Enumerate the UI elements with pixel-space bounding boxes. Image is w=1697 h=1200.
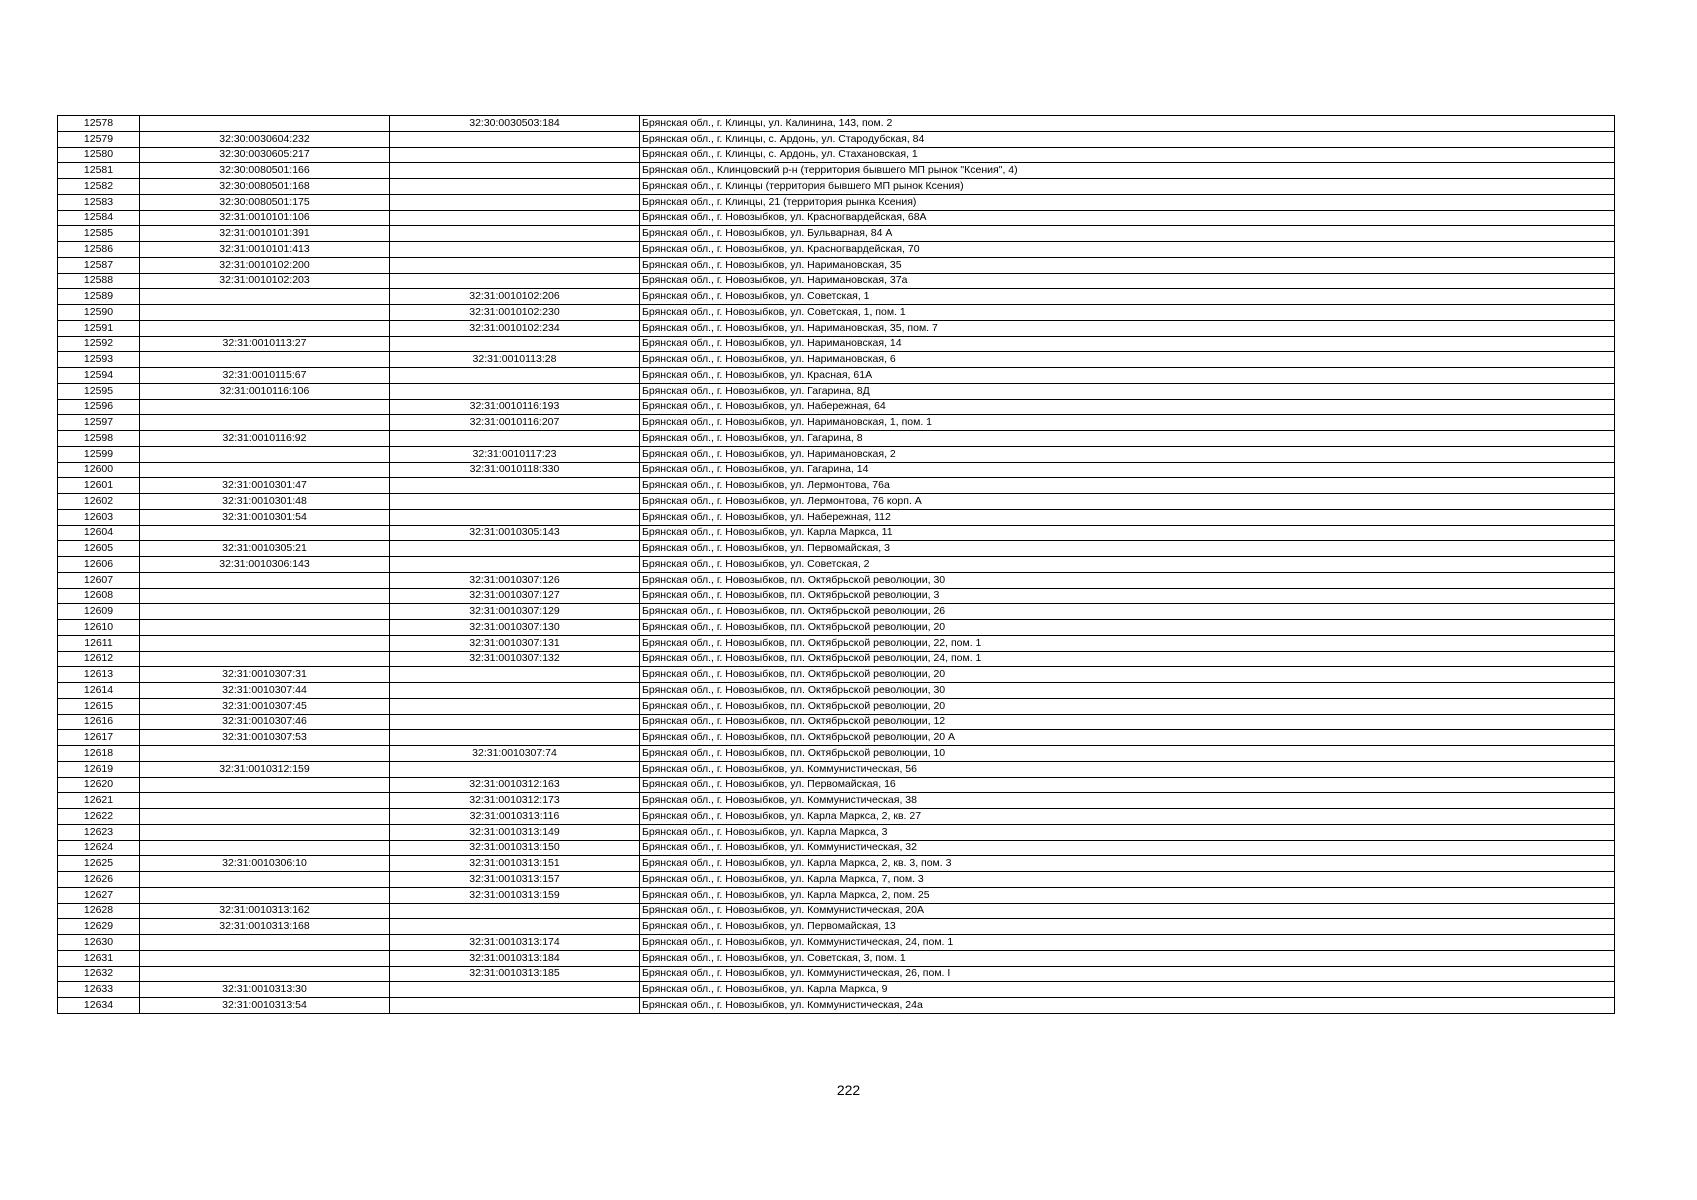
- cadastral-number-secondary-cell: 32:31:0010313:157: [390, 872, 640, 888]
- table-row: [58, 588, 1615, 604]
- cadastral-number-secondary-cell: 32:31:0010118:330: [390, 462, 640, 478]
- address-cell: Брянская обл., г. Новозыбков, ул. Наримановская, 37а: [640, 273, 1615, 289]
- table-row: [58, 163, 1615, 179]
- cadastral-number-cell: 32:30:0030605:217: [140, 147, 390, 163]
- cadastral-number-cell: 32:31:0010116:92: [140, 431, 390, 447]
- table-row: [58, 856, 1615, 872]
- address-cell: Брянская обл., г. Новозыбков, ул. Гагарина, 8Д: [640, 383, 1615, 399]
- row-number-cell: 12608: [58, 588, 140, 604]
- address-cell: Брянская обл., г. Новозыбков, ул. Лермонтова, 76 корп. А: [640, 494, 1615, 510]
- address-cell: Брянская обл., г. Новозыбков, ул. Красная, 61А: [640, 368, 1615, 384]
- cadastral-number-secondary-cell: 32:31:0010307:130: [390, 620, 640, 636]
- cadastral-number-cell: 32:31:0010101:106: [140, 210, 390, 226]
- table-row: [58, 525, 1615, 541]
- cadastral-number-cell: [140, 588, 390, 604]
- cadastral-number-cell: 32:31:0010301:47: [140, 478, 390, 494]
- cadastral-number-cell: [140, 651, 390, 667]
- table-row: [58, 919, 1615, 935]
- cadastral-number-cell: 32:31:0010101:391: [140, 226, 390, 242]
- address-cell: Брянская обл., г. Новозыбков, ул. Советская, 1: [640, 289, 1615, 305]
- address-cell: Брянская обл., г. Клинцы, ул. Калинина, 143, пом. 2: [640, 116, 1615, 132]
- table-row: [58, 730, 1615, 746]
- table-row: [58, 210, 1615, 226]
- cadastral-number-cell: [140, 415, 390, 431]
- cadastral-number-cell: 32:31:0010307:31: [140, 667, 390, 683]
- table-row: [58, 431, 1615, 447]
- cadastral-number-cell: 32:31:0010313:168: [140, 919, 390, 935]
- table-row: [58, 998, 1615, 1014]
- table-row: [58, 746, 1615, 762]
- cadastral-number-cell: 32:31:0010307:45: [140, 698, 390, 714]
- cadastral-number-cell: 32:31:0010301:48: [140, 494, 390, 510]
- cadastral-number-secondary-cell: 32:31:0010305:143: [390, 525, 640, 541]
- row-number-cell: 12620: [58, 777, 140, 793]
- table-row: [58, 824, 1615, 840]
- address-cell: Брянская обл., г. Новозыбков, ул. Наримановская, 35: [640, 257, 1615, 273]
- address-cell: Брянская обл., г. Клинцы, 21 (территория рынка Ксения): [640, 194, 1615, 210]
- table-row: [58, 179, 1615, 195]
- address-cell: Брянская обл., г. Новозыбков, ул. Советская, 1, пом. 1: [640, 305, 1615, 321]
- row-number-cell: 12606: [58, 557, 140, 573]
- cadastral-number-secondary-cell: [390, 226, 640, 242]
- address-cell: Брянская обл., г. Новозыбков, ул. Первомайская, 13: [640, 919, 1615, 935]
- table-row: [58, 887, 1615, 903]
- cadastral-number-cell: [140, 809, 390, 825]
- cadastral-number-cell: 32:31:0010115:67: [140, 368, 390, 384]
- row-number-cell: 12611: [58, 635, 140, 651]
- address-cell: Брянская обл., г. Новозыбков, ул. Наримановская, 35, пом. 7: [640, 320, 1615, 336]
- table-row: [58, 383, 1615, 399]
- row-number-cell: 12628: [58, 903, 140, 919]
- table-row: [58, 116, 1615, 132]
- row-number-cell: 12586: [58, 242, 140, 258]
- address-cell: Брянская обл., г. Клинцы, с. Ардонь, ул. Стародубская, 84: [640, 131, 1615, 147]
- address-cell: Брянская обл., г. Новозыбков, пл. Октябрьской революции, 24, пом. 1: [640, 651, 1615, 667]
- cadastral-number-cell: 32:30:0080501:166: [140, 163, 390, 179]
- cadastral-number-secondary-cell: [390, 683, 640, 699]
- cadastral-number-secondary-cell: 32:31:0010313:150: [390, 840, 640, 856]
- cadastral-number-secondary-cell: [390, 273, 640, 289]
- address-cell: Брянская обл., г. Новозыбков, ул. Коммунистическая, 24а: [640, 998, 1615, 1014]
- address-cell: Брянская обл., г. Новозыбков, ул. Коммунистическая, 26, пом. I: [640, 966, 1615, 982]
- table-row: [58, 494, 1615, 510]
- cadastral-number-secondary-cell: [390, 147, 640, 163]
- table-row: [58, 982, 1615, 998]
- cadastral-number-secondary-cell: [390, 257, 640, 273]
- address-cell: Брянская обл., г. Новозыбков, ул. Бульварная, 84 А: [640, 226, 1615, 242]
- table-row: [58, 336, 1615, 352]
- row-number-cell: 12595: [58, 383, 140, 399]
- cadastral-number-cell: 32:31:0010102:203: [140, 273, 390, 289]
- cadastral-number-secondary-cell: 32:31:0010102:234: [390, 320, 640, 336]
- cadastral-number-cell: 32:30:0080501:175: [140, 194, 390, 210]
- table-row: [58, 242, 1615, 258]
- cadastral-number-secondary-cell: [390, 194, 640, 210]
- table-row: [58, 572, 1615, 588]
- page-number: 222: [836, 1082, 861, 1098]
- table-row: [58, 352, 1615, 368]
- table-row: [58, 903, 1615, 919]
- row-number-cell: 12602: [58, 494, 140, 510]
- cadastral-number-cell: 32:30:0030604:232: [140, 131, 390, 147]
- table-row: [58, 604, 1615, 620]
- table-row: [58, 131, 1615, 147]
- cadastral-number-cell: [140, 320, 390, 336]
- cadastral-number-secondary-cell: 32:31:0010102:206: [390, 289, 640, 305]
- row-number-cell: 12581: [58, 163, 140, 179]
- cadastral-number-cell: [140, 887, 390, 903]
- address-cell: Брянская обл., г. Новозыбков, пл. Октябрьской революции, 3: [640, 588, 1615, 604]
- address-cell: Брянская обл., г. Новозыбков, ул. Набережная, 64: [640, 399, 1615, 415]
- address-cell: Брянская обл., г. Новозыбков, пл. Октябрьской революции, 26: [640, 604, 1615, 620]
- cadastral-number-cell: 32:31:0010312:159: [140, 761, 390, 777]
- cadastral-number-cell: 32:31:0010313:30: [140, 982, 390, 998]
- table-row: [58, 415, 1615, 431]
- cadastral-number-secondary-cell: [390, 761, 640, 777]
- row-number-cell: 12614: [58, 683, 140, 699]
- row-number-cell: 12621: [58, 793, 140, 809]
- address-cell: Брянская обл., г. Новозыбков, ул. Советская, 3, пом. 1: [640, 950, 1615, 966]
- row-number-cell: 12627: [58, 887, 140, 903]
- table-row: [58, 950, 1615, 966]
- address-cell: Брянская обл., г. Новозыбков, ул. Коммунистическая, 24, пом. 1: [640, 935, 1615, 951]
- address-cell: Брянская обл., г. Новозыбков, ул. Коммунистическая, 20А: [640, 903, 1615, 919]
- row-number-cell: 12629: [58, 919, 140, 935]
- address-cell: Брянская обл., г. Новозыбков, ул. Советская, 2: [640, 557, 1615, 573]
- address-cell: Брянская обл., г. Новозыбков, ул. Гагарина, 8: [640, 431, 1615, 447]
- cadastral-number-secondary-cell: [390, 210, 640, 226]
- registry-table: [57, 115, 1615, 1014]
- table-body: [58, 116, 1615, 1014]
- cadastral-number-secondary-cell: 32:31:0010313:159: [390, 887, 640, 903]
- cadastral-number-secondary-cell: [390, 541, 640, 557]
- address-cell: Брянская обл., г. Новозыбков, пл. Октябрьской революции, 20: [640, 620, 1615, 636]
- cadastral-number-cell: 32:31:0010113:27: [140, 336, 390, 352]
- table-row: [58, 683, 1615, 699]
- row-number-cell: 12593: [58, 352, 140, 368]
- row-number-cell: 12592: [58, 336, 140, 352]
- cadastral-number-cell: [140, 289, 390, 305]
- row-number-cell: 12613: [58, 667, 140, 683]
- cadastral-number-secondary-cell: 32:31:0010313:174: [390, 935, 640, 951]
- cadastral-number-secondary-cell: 32:31:0010307:126: [390, 572, 640, 588]
- row-number-cell: 12625: [58, 856, 140, 872]
- row-number-cell: 12634: [58, 998, 140, 1014]
- row-number-cell: 12583: [58, 194, 140, 210]
- table-row: [58, 194, 1615, 210]
- cadastral-number-cell: [140, 950, 390, 966]
- address-cell: Брянская обл., г. Новозыбков, ул. Карла Маркса, 7, пом. 3: [640, 872, 1615, 888]
- row-number-cell: 12594: [58, 368, 140, 384]
- cadastral-number-cell: 32:31:0010313:54: [140, 998, 390, 1014]
- cadastral-number-secondary-cell: 32:31:0010113:28: [390, 352, 640, 368]
- table-row: [58, 478, 1615, 494]
- address-cell: Брянская обл., Клинцовский р-н (территория бывшего МП рынок "Ксения", 4): [640, 163, 1615, 179]
- table-row: [58, 557, 1615, 573]
- row-number-cell: 12589: [58, 289, 140, 305]
- row-number-cell: 12630: [58, 935, 140, 951]
- cadastral-number-secondary-cell: [390, 494, 640, 510]
- row-number-cell: 12609: [58, 604, 140, 620]
- cadastral-number-secondary-cell: [390, 368, 640, 384]
- cadastral-number-cell: 32:31:0010305:21: [140, 541, 390, 557]
- cadastral-number-cell: [140, 777, 390, 793]
- address-cell: Брянская обл., г. Клинцы (территория бывшего МП рынок Ксения): [640, 179, 1615, 195]
- address-cell: Брянская обл., г. Новозыбков, пл. Октябрьской революции, 20: [640, 667, 1615, 683]
- table-row: [58, 761, 1615, 777]
- address-cell: Брянская обл., г. Клинцы, с. Ардонь, ул. Стахановская, 1: [640, 147, 1615, 163]
- table-row: [58, 462, 1615, 478]
- table-row: [58, 257, 1615, 273]
- address-cell: Брянская обл., г. Новозыбков, ул. Коммунистическая, 32: [640, 840, 1615, 856]
- cadastral-number-secondary-cell: 32:31:0010313:185: [390, 966, 640, 982]
- cadastral-number-cell: [140, 116, 390, 132]
- cadastral-number-cell: [140, 572, 390, 588]
- cadastral-number-secondary-cell: [390, 478, 640, 494]
- address-cell: Брянская обл., г. Новозыбков, ул. Наримановская, 2: [640, 446, 1615, 462]
- cadastral-number-secondary-cell: 32:31:0010307:74: [390, 746, 640, 762]
- cadastral-number-secondary-cell: 32:31:0010312:163: [390, 777, 640, 793]
- row-number-cell: 12588: [58, 273, 140, 289]
- cadastral-number-secondary-cell: 32:31:0010307:127: [390, 588, 640, 604]
- cadastral-number-cell: 32:31:0010301:54: [140, 509, 390, 525]
- address-cell: Брянская обл., г. Новозыбков, ул. Лермонтова, 76а: [640, 478, 1615, 494]
- address-cell: Брянская обл., г. Новозыбков, ул. Первомайская, 3: [640, 541, 1615, 557]
- table-row: [58, 635, 1615, 651]
- address-cell: Брянская обл., г. Новозыбков, ул. Красногвардейская, 70: [640, 242, 1615, 258]
- row-number-cell: 12604: [58, 525, 140, 541]
- table-row: [58, 698, 1615, 714]
- row-number-cell: 12626: [58, 872, 140, 888]
- table-row: [58, 509, 1615, 525]
- row-number-cell: 12610: [58, 620, 140, 636]
- row-number-cell: 12622: [58, 809, 140, 825]
- table-row: [58, 147, 1615, 163]
- cadastral-number-secondary-cell: [390, 336, 640, 352]
- row-number-cell: 12582: [58, 179, 140, 195]
- row-number-cell: 12591: [58, 320, 140, 336]
- address-cell: Брянская обл., г. Новозыбков, ул. Наримановская, 14: [640, 336, 1615, 352]
- table-row: [58, 368, 1615, 384]
- address-cell: Брянская обл., г. Новозыбков, ул. Гагарина, 14: [640, 462, 1615, 478]
- table-row: [58, 777, 1615, 793]
- table-row: [58, 667, 1615, 683]
- address-cell: Брянская обл., г. Новозыбков, ул. Карла Маркса, 9: [640, 982, 1615, 998]
- row-number-cell: 12600: [58, 462, 140, 478]
- cadastral-number-secondary-cell: [390, 998, 640, 1014]
- cadastral-number-secondary-cell: 32:31:0010116:207: [390, 415, 640, 431]
- row-number-cell: 12631: [58, 950, 140, 966]
- cadastral-number-secondary-cell: [390, 714, 640, 730]
- row-number-cell: 12579: [58, 131, 140, 147]
- cadastral-number-secondary-cell: [390, 919, 640, 935]
- row-number-cell: 12632: [58, 966, 140, 982]
- cadastral-number-cell: [140, 872, 390, 888]
- cadastral-number-cell: 32:31:0010313:162: [140, 903, 390, 919]
- cadastral-number-cell: [140, 935, 390, 951]
- address-cell: Брянская обл., г. Новозыбков, пл. Октябрьской революции, 10: [640, 746, 1615, 762]
- address-cell: Брянская обл., г. Новозыбков, ул. Карла Маркса, 3: [640, 824, 1615, 840]
- address-cell: Брянская обл., г. Новозыбков, ул. Карла Маркса, 11: [640, 525, 1615, 541]
- row-number-cell: 12633: [58, 982, 140, 998]
- address-cell: Брянская обл., г. Новозыбков, пл. Октябрьской революции, 22, пом. 1: [640, 635, 1615, 651]
- cadastral-number-cell: [140, 635, 390, 651]
- row-number-cell: 12618: [58, 746, 140, 762]
- cadastral-number-secondary-cell: [390, 557, 640, 573]
- cadastral-number-cell: 32:31:0010101:413: [140, 242, 390, 258]
- row-number-cell: 12617: [58, 730, 140, 746]
- cadastral-number-secondary-cell: 32:30:0030503:184: [390, 116, 640, 132]
- cadastral-number-cell: [140, 746, 390, 762]
- cadastral-number-secondary-cell: 32:31:0010313:151: [390, 856, 640, 872]
- table-row: [58, 305, 1615, 321]
- address-cell: Брянская обл., г. Новозыбков, ул. Красногвардейская, 68А: [640, 210, 1615, 226]
- row-number-cell: 12585: [58, 226, 140, 242]
- row-number-cell: 12619: [58, 761, 140, 777]
- address-cell: Брянская обл., г. Новозыбков, ул. Наримановская, 6: [640, 352, 1615, 368]
- address-cell: Брянская обл., г. Новозыбков, ул. Первомайская, 16: [640, 777, 1615, 793]
- cadastral-number-secondary-cell: 32:31:0010313:116: [390, 809, 640, 825]
- cadastral-number-secondary-cell: [390, 667, 640, 683]
- table-row: [58, 714, 1615, 730]
- row-number-cell: 12616: [58, 714, 140, 730]
- address-cell: Брянская обл., г. Новозыбков, ул. Карла Маркса, 2, пом. 25: [640, 887, 1615, 903]
- address-cell: Брянская обл., г. Новозыбков, ул. Набережная, 112: [640, 509, 1615, 525]
- address-cell: Брянская обл., г. Новозыбков, ул. Карла Маркса, 2, кв. 3, пом. 3: [640, 856, 1615, 872]
- cadastral-number-secondary-cell: [390, 730, 640, 746]
- table-row: [58, 966, 1615, 982]
- address-cell: Брянская обл., г. Новозыбков, ул. Коммунистическая, 38: [640, 793, 1615, 809]
- cadastral-number-cell: 32:31:0010116:106: [140, 383, 390, 399]
- row-number-cell: 12596: [58, 399, 140, 415]
- cadastral-number-cell: 32:31:0010307:44: [140, 683, 390, 699]
- cadastral-number-cell: [140, 840, 390, 856]
- table-row: [58, 793, 1615, 809]
- table-row: [58, 872, 1615, 888]
- cadastral-number-secondary-cell: [390, 242, 640, 258]
- row-number-cell: 12612: [58, 651, 140, 667]
- cadastral-number-secondary-cell: 32:31:0010307:132: [390, 651, 640, 667]
- address-cell: Брянская обл., г. Новозыбков, пл. Октябрьской революции, 20: [640, 698, 1615, 714]
- row-number-cell: 12590: [58, 305, 140, 321]
- table-row: [58, 620, 1615, 636]
- cadastral-number-secondary-cell: 32:31:0010307:129: [390, 604, 640, 620]
- table-row: [58, 226, 1615, 242]
- cadastral-number-secondary-cell: 32:31:0010116:193: [390, 399, 640, 415]
- cadastral-number-secondary-cell: [390, 903, 640, 919]
- cadastral-number-cell: [140, 793, 390, 809]
- address-cell: Брянская обл., г. Новозыбков, ул. Наримановская, 1, пом. 1: [640, 415, 1615, 431]
- table-row: [58, 446, 1615, 462]
- cadastral-number-cell: 32:30:0080501:168: [140, 179, 390, 195]
- table-row: [58, 809, 1615, 825]
- row-number-cell: 12603: [58, 509, 140, 525]
- cadastral-number-secondary-cell: 32:31:0010313:184: [390, 950, 640, 966]
- table-row: [58, 651, 1615, 667]
- table-row: [58, 399, 1615, 415]
- cadastral-number-secondary-cell: [390, 131, 640, 147]
- cadastral-number-cell: [140, 305, 390, 321]
- table-row: [58, 320, 1615, 336]
- row-number-cell: 12605: [58, 541, 140, 557]
- cadastral-number-secondary-cell: 32:31:0010312:173: [390, 793, 640, 809]
- cadastral-number-secondary-cell: [390, 163, 640, 179]
- table-row: [58, 273, 1615, 289]
- address-cell: Брянская обл., г. Новозыбков, пл. Октябрьской революции, 20 А: [640, 730, 1615, 746]
- cadastral-number-cell: [140, 620, 390, 636]
- row-number-cell: 12624: [58, 840, 140, 856]
- cadastral-number-cell: 32:31:0010306:143: [140, 557, 390, 573]
- row-number-cell: 12578: [58, 116, 140, 132]
- address-cell: Брянская обл., г. Новозыбков, пл. Октябрьской революции, 12: [640, 714, 1615, 730]
- cadastral-number-secondary-cell: 32:31:0010313:149: [390, 824, 640, 840]
- row-number-cell: 12587: [58, 257, 140, 273]
- row-number-cell: 12601: [58, 478, 140, 494]
- cadastral-number-cell: [140, 462, 390, 478]
- cadastral-number-secondary-cell: [390, 431, 640, 447]
- cadastral-number-secondary-cell: [390, 383, 640, 399]
- address-cell: Брянская обл., г. Новозыбков, ул. Карла Маркса, 2, кв. 27: [640, 809, 1615, 825]
- cadastral-number-cell: 32:31:0010102:200: [140, 257, 390, 273]
- table-row: [58, 935, 1615, 951]
- cadastral-number-cell: 32:31:0010307:46: [140, 714, 390, 730]
- address-cell: Брянская обл., г. Новозыбков, ул. Коммунистическая, 56: [640, 761, 1615, 777]
- cadastral-number-secondary-cell: 32:31:0010307:131: [390, 635, 640, 651]
- address-cell: Брянская обл., г. Новозыбков, пл. Октябрьской революции, 30: [640, 683, 1615, 699]
- row-number-cell: 12597: [58, 415, 140, 431]
- cadastral-number-cell: [140, 824, 390, 840]
- row-number-cell: 12615: [58, 698, 140, 714]
- cadastral-number-cell: [140, 399, 390, 415]
- row-number-cell: 12580: [58, 147, 140, 163]
- cadastral-number-cell: [140, 966, 390, 982]
- cadastral-number-cell: [140, 352, 390, 368]
- row-number-cell: 12598: [58, 431, 140, 447]
- cadastral-number-secondary-cell: [390, 982, 640, 998]
- table-row: [58, 289, 1615, 305]
- table-row: [58, 541, 1615, 557]
- cadastral-number-cell: 32:31:0010307:53: [140, 730, 390, 746]
- cadastral-number-secondary-cell: [390, 509, 640, 525]
- row-number-cell: 12584: [58, 210, 140, 226]
- row-number-cell: 12623: [58, 824, 140, 840]
- cadastral-number-cell: [140, 446, 390, 462]
- row-number-cell: 12607: [58, 572, 140, 588]
- cadastral-number-secondary-cell: 32:31:0010117:23: [390, 446, 640, 462]
- table-row: [58, 840, 1615, 856]
- cadastral-number-cell: 32:31:0010306:10: [140, 856, 390, 872]
- cadastral-number-secondary-cell: [390, 179, 640, 195]
- cadastral-number-secondary-cell: [390, 698, 640, 714]
- row-number-cell: 12599: [58, 446, 140, 462]
- address-cell: Брянская обл., г. Новозыбков, пл. Октябрьской революции, 30: [640, 572, 1615, 588]
- cadastral-number-cell: [140, 604, 390, 620]
- cadastral-number-cell: [140, 525, 390, 541]
- cadastral-number-secondary-cell: 32:31:0010102:230: [390, 305, 640, 321]
